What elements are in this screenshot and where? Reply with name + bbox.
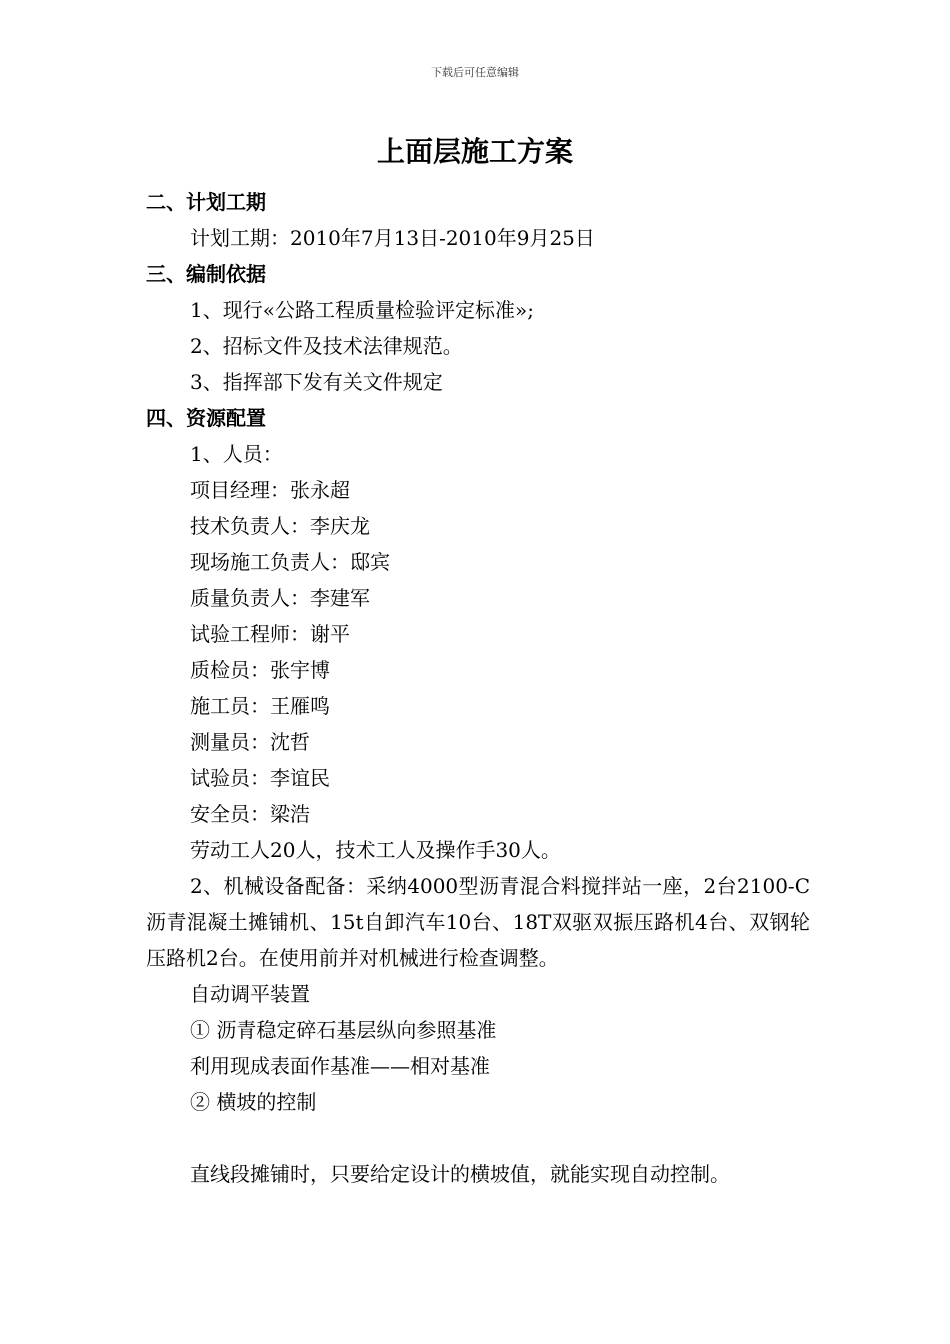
- schedule-line: 计划工期：2010年7月13日-2010年9月25日: [190, 226, 595, 250]
- basis-item: 2、招标文件及技术法律规范。: [190, 334, 463, 358]
- basis-item: 3、指挥部下发有关文件规定: [190, 370, 443, 394]
- personnel-item: 施工员：王雁鸣: [190, 694, 330, 718]
- auto-leveling-line: 利用现成表面作基准——相对基准: [190, 1054, 490, 1078]
- document-body: [146, 184, 810, 1192]
- basis-item: 1、现行«公路工程质量检验评定标准»;: [190, 298, 534, 322]
- equipment-paragraph: 2、机械设备配备：采纳4000型沥青混合料搅拌站一座，2台2100-C沥青混凝土摊铺机、15t自卸汽车10台、18T双驱双振压路机4台、双钢轮压路机2台。在使用前并对机械进行检查调整。: [146, 874, 810, 970]
- personnel-item: 项目经理：张永超: [190, 478, 350, 502]
- personnel-item: 质量负责人：李建军: [190, 586, 370, 610]
- personnel-item: 现场施工负责人：邸宾: [190, 550, 390, 574]
- section-heading-resources: 四、资源配置: [146, 406, 266, 430]
- blank-line: [146, 1120, 810, 1156]
- auto-leveling-line: 自动调平装置: [190, 982, 310, 1006]
- personnel-item: 安全员：梁浩: [190, 802, 310, 826]
- section-heading-schedule: 二、计划工期: [146, 190, 266, 214]
- personnel-item: 劳动工人20人，技术工人及操作手30人。: [190, 838, 561, 862]
- header-note: 下载后可任意编辑: [431, 66, 519, 79]
- personnel-item: 质检员：张宇博: [190, 658, 330, 682]
- personnel-item: 试验工程师：谢平: [190, 622, 350, 646]
- personnel-title: 1、人员：: [190, 442, 283, 466]
- document-title: 上面层施工方案: [376, 135, 573, 168]
- personnel-item: 测量员：沈哲: [190, 730, 310, 754]
- section-heading-basis: 三、编制依据: [146, 262, 266, 286]
- auto-leveling-line: ② 横坡的控制: [190, 1090, 317, 1114]
- auto-leveling-line: ① 沥青稳定碎石基层纵向参照基准: [190, 1018, 497, 1042]
- personnel-item: 试验员：李谊民: [190, 766, 330, 790]
- personnel-item: 技术负责人：李庆龙: [190, 514, 370, 538]
- slope-control-line: 直线段摊铺时，只要给定设计的横坡值，就能实现自动控制。: [190, 1162, 730, 1186]
